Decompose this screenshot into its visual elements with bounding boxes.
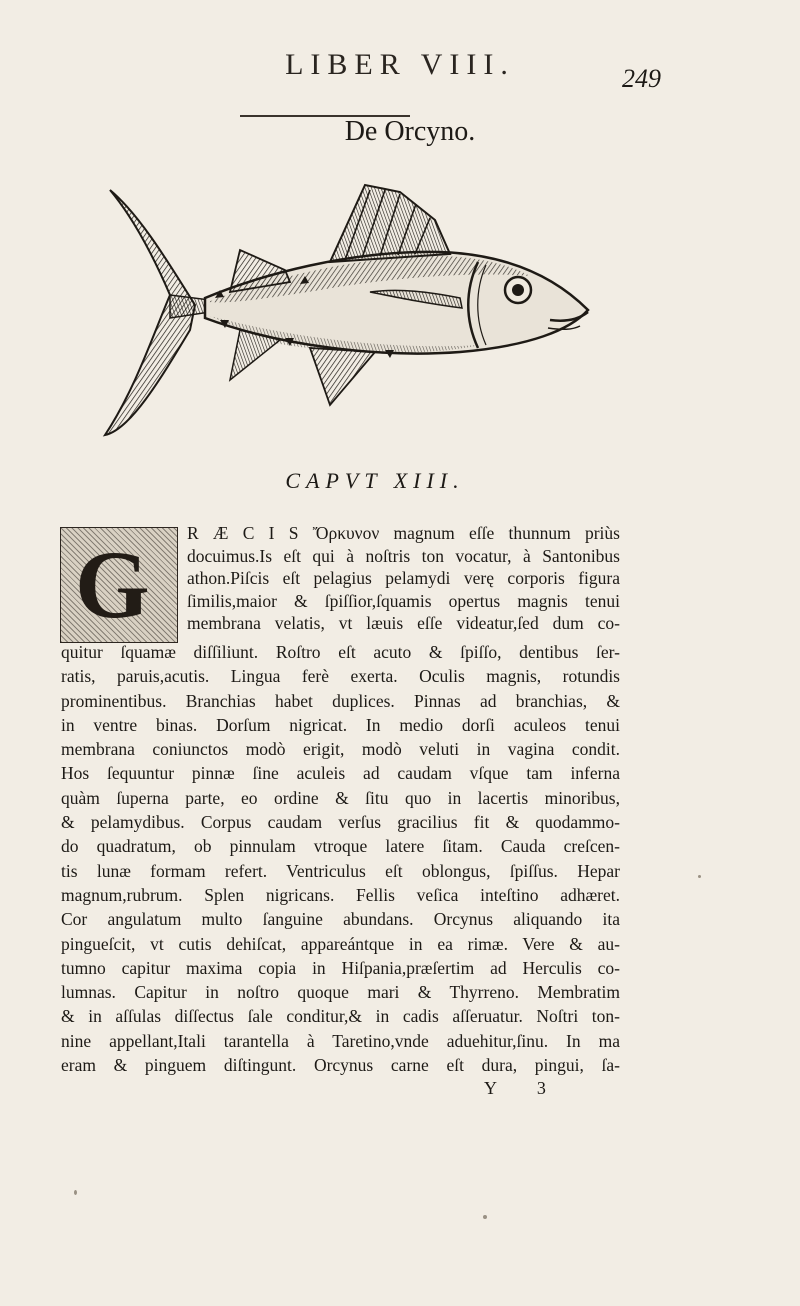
text-line: quàm ſuperna parte, eo ordine & ſitu quo in lacertis minoribus,	[61, 787, 620, 808]
text-line: membrana velatis, vt læuis eſſe videatur,ſed dum co-	[187, 613, 620, 633]
initial-letter: G	[75, 531, 150, 638]
text-line: tis lunæ formam refert. Ventriculus eſt oblongus, ſpiſſus. Hepar	[61, 860, 620, 881]
tuna-fish-woodcut	[100, 180, 600, 440]
text-line: prominentibus. Branchias habet duplices. Pinnas ad branchias, &	[61, 690, 620, 711]
text-line: eram & pinguem diſtingunt. Orcynus carne eſt dura, pingui, ſa-	[61, 1055, 620, 1076]
paper-speck	[698, 875, 701, 878]
text-line: & in aſſulas diſſectus ſale conditur,& in cadis aſſeruatur. Noſtri ton-	[61, 1006, 620, 1027]
text-line: nine appellant,Itali tarantella à Taretino,vnde aduehitur,ſinu. In ma	[61, 1030, 620, 1051]
drop-cap-lines	[187, 522, 620, 635]
text-line: quitur ſquamæ diſſiliunt. Roſtro eſt acuto & ſpiſſo, dentibus ſer-	[61, 642, 620, 662]
text-line: Cor angulatum multo ſanguine abundans. Orcynus aliquando ita	[61, 909, 620, 930]
ornamental-initial-icon	[60, 527, 178, 643]
section-title: De Orcyno.	[344, 116, 476, 147]
signature-mark: Y 3	[484, 1078, 564, 1098]
body-text	[61, 640, 620, 1077]
text-line: docuimus.Is eſt qui à noſtris ton vocatur, à Santonibus	[187, 545, 620, 566]
text-line: in ventre binas. Dorſum nigricat. In medio dorſi aculeos tenui	[61, 714, 620, 735]
text-line: athon.Piſcis eſt pelagius pelamydi verę corporis figura	[187, 568, 620, 588]
text-line: membrana coniunctos modò erigit, modò veluti in vagina condit.	[61, 739, 620, 760]
page-number: 249	[622, 64, 661, 93]
text-line: pingueſcit, vt cutis dehiſcat, appareántque in ea rimæ. Vere & au-	[61, 933, 620, 954]
text-line: Hos ſequuntur pinnæ ſine aculeis ad caudam vſque tam inferna	[61, 763, 620, 784]
text-line: ratis, paruis,acutis. Lingua ferè exerta. Oculis magnis, rotundis	[61, 666, 620, 687]
text-line: lumnas. Capitur in noſtro quoque mari & Thyrreno. Membratim	[61, 982, 620, 1003]
running-head: LIBER VIII.	[285, 48, 515, 81]
text-line: ſimilis,maior & ſpiſſior,ſquamis opertus magnis tenui	[187, 590, 620, 611]
text-line: magnum,rubrum. Splen nigricans. Fellis veſica inteſtino adhæret.	[61, 884, 620, 905]
chapter-heading: CAPVT XIII.	[285, 468, 465, 493]
text-line: R Æ C I S Ὄρκυνον magnum eſſe thunnum priùs	[187, 523, 620, 543]
paper-speck	[74, 1190, 77, 1195]
paper-speck	[483, 1215, 487, 1219]
text-line: & pelamydibus. Corpus caudam verſus gracilius fit & quodammo-	[61, 812, 620, 833]
text-line: do quadratum, ob pinnulam vtroque latere ſitam. Cauda creſcen-	[61, 836, 620, 857]
text-line: tumno capitur maxima copia in Hiſpania,præſertim ad Herculis co-	[61, 957, 620, 978]
